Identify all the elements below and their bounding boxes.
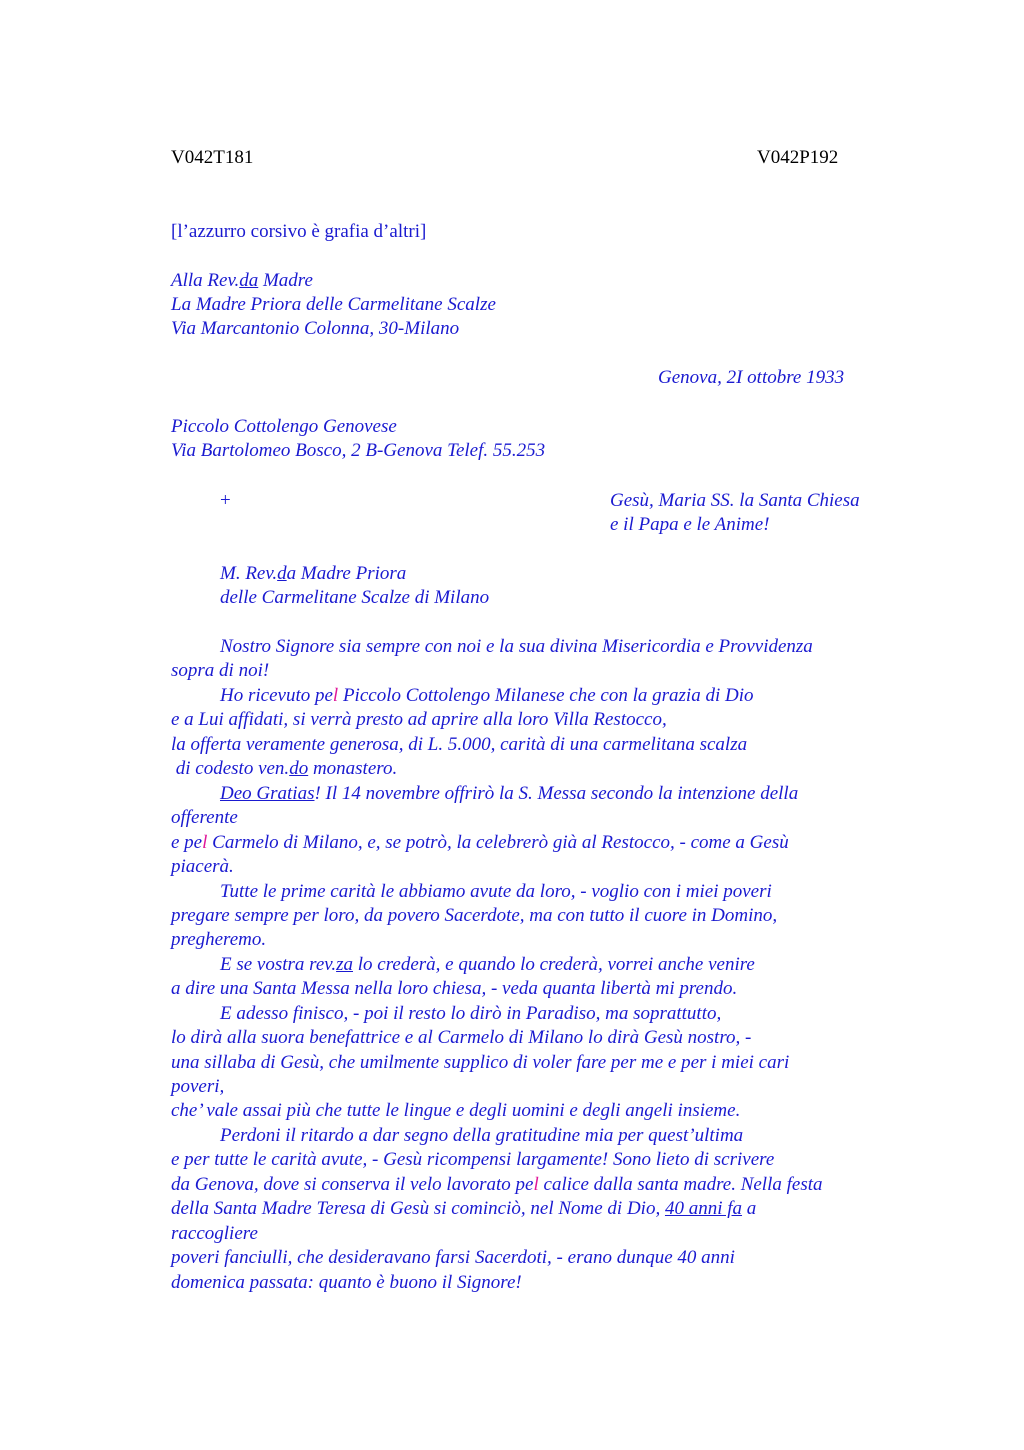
body-p3-line-1-tail: ! Il 14 novembre offrirò la S. Messa secondo la intenzione della	[314, 783, 799, 804]
body-p6-line-5: che’ vale assai più che tutte le lingue e degli uomini e degli angeli insieme.	[171, 1100, 741, 1121]
address-line-1-tail: Madre	[258, 270, 313, 291]
correction-mark: l	[332, 685, 339, 706]
salutation-tail: a Madre Priora	[286, 563, 407, 584]
body-p2-line-4	[171, 757, 397, 781]
body-p7-line-2: e per tutte le carità avute, - Gesù ricompensi largamente! Sono lieto di scrivere	[171, 1149, 775, 1170]
body-p5-line-1-underlined: za	[336, 954, 353, 975]
body-p7-line-4-tail: a	[742, 1198, 757, 1219]
editorial-note: [l’azzurro corsivo è grafia d’altri]	[171, 221, 427, 242]
invocation-line-1: Gesù, Maria SS. la Santa Chiesa	[610, 490, 860, 511]
body-p7-line-4	[171, 1197, 756, 1221]
body-p6-line-2: lo dirà alla suora benefattrice e al Carmelo di Milano lo dirà Gesù nostro, -	[171, 1027, 752, 1048]
salutation-text: M. Rev.	[220, 563, 278, 584]
body-p1-line-1: Nostro Signore sia sempre con noi e la sua divina Misericordia e Provvidenza	[220, 636, 813, 657]
body-p7-line-3	[171, 1173, 823, 1197]
body-p3-line-4: piacerà.	[171, 856, 234, 877]
body-p7-line-1: Perdoni il ritardo a dar segno della gratitudine mia per quest’ultima	[220, 1125, 744, 1146]
body-p1-line-2: sopra di noi!	[171, 660, 270, 681]
body-p2-line-2: e a Lui affidati, si verrà presto ad aprire alla loro Villa Restocco,	[171, 709, 667, 730]
body-p4-line-3: pregheremo.	[171, 929, 267, 950]
body-p3-line-3-text: e pe	[171, 832, 203, 853]
body-p6-line-3: una sillaba di Gesù, che umilmente supplico di voler fare per me e per i miei cari	[171, 1052, 790, 1073]
address-line-1-underlined: da	[239, 270, 259, 291]
cross-symbol: +	[220, 490, 231, 511]
archive-code-left: V042T181	[171, 147, 254, 168]
body-p7-line-4-text: della Santa Madre Teresa di Gesù si cominciò, nel Nome di Dio,	[171, 1198, 665, 1219]
body-p3-line-1	[220, 782, 798, 806]
body-p3-line-2: offerente	[171, 807, 238, 828]
address-line-2: La Madre Priora delle Carmelitane Scalze	[171, 294, 496, 315]
sender-line-1: Piccolo Cottolengo Genovese	[171, 416, 397, 437]
body-p7-line-5: raccogliere	[171, 1223, 258, 1244]
body-p2-line-4-text: di codesto ven.	[171, 758, 290, 779]
address-line-3: Via Marcantonio Colonna, 30-Milano	[171, 318, 460, 339]
correction-mark: l	[202, 832, 208, 853]
correction-mark: l	[533, 1174, 539, 1195]
body-p5-line-1	[220, 953, 755, 977]
body-p2-line-4-underlined: do	[289, 758, 309, 779]
body-p2-line-4-tail: monastero.	[308, 758, 398, 779]
body-p6-line-1: E adesso finisco, - poi il resto lo dirò in Paradiso, ma soprattutto,	[220, 1003, 722, 1024]
body-p7-line-3-tail: calice dalla santa madre. Nella festa	[538, 1174, 823, 1195]
body-p4-line-1: Tutte le prime carità le abbiamo avute da loro, - voglio con i miei poveri	[220, 881, 772, 902]
body-p2-line-1-text: Ho ricevuto pe	[220, 685, 333, 706]
sender-line-2: Via Bartolomeo Bosco, 2 B-Genova Telef. 55.253	[171, 440, 546, 461]
body-p7-line-7: domenica passata: quanto è buono il Signore!	[171, 1272, 522, 1293]
body-p6-line-4: poveri,	[171, 1076, 225, 1097]
archive-code-right: V042P192	[757, 147, 839, 168]
body-p2-line-3: la offerta veramente generosa, di L. 5.000, carità di una carmelitana scalza	[171, 734, 748, 755]
body-p7-line-6: poveri fanciulli, che desideravano farsi Sacerdoti, - erano dunque 40 anni	[171, 1247, 735, 1268]
body-p5-line-1-tail: lo crederà, e quando lo crederà, vorrei anche venire	[352, 954, 755, 975]
body-p7-line-4-underlined: 40 anni fa	[664, 1198, 743, 1219]
body-p2-line-1	[220, 684, 753, 708]
body-p5-line-1-text: E se vostra rev.	[220, 954, 337, 975]
body-p4-line-2: pregare sempre per loro, da povero Sacerdote, ma con tutto il cuore in Domino,	[171, 905, 778, 926]
salutation-line-2: delle Carmelitane Scalze di Milano	[220, 587, 490, 608]
address-line-1-text: Alla Rev.	[171, 270, 240, 291]
body-p7-line-3-text: da Genova, dove si conserva il velo lavorato pe	[171, 1174, 534, 1195]
salutation-line-1	[220, 562, 406, 586]
address-line-1	[171, 269, 313, 293]
deo-gratias: Deo Gratias	[220, 783, 315, 804]
invocation-line-2: e il Papa e le Anime!	[610, 514, 770, 535]
body-p3-line-3-tail: Carmelo di Milano, e, se potrò, la celebrerò già al Restocco, - come a Gesù	[207, 832, 789, 853]
body-p3-line-3	[171, 831, 789, 855]
salutation-underlined: d	[277, 563, 287, 584]
body-p5-line-2: a dire una Santa Messa nella loro chiesa, - veda quanta libertà mi prendo.	[171, 978, 738, 999]
letter-date: Genova, 2I ottobre 1933	[658, 367, 845, 388]
body-p2-line-1-tail: Piccolo Cottolengo Milanese che con la grazia di Dio	[338, 685, 754, 706]
